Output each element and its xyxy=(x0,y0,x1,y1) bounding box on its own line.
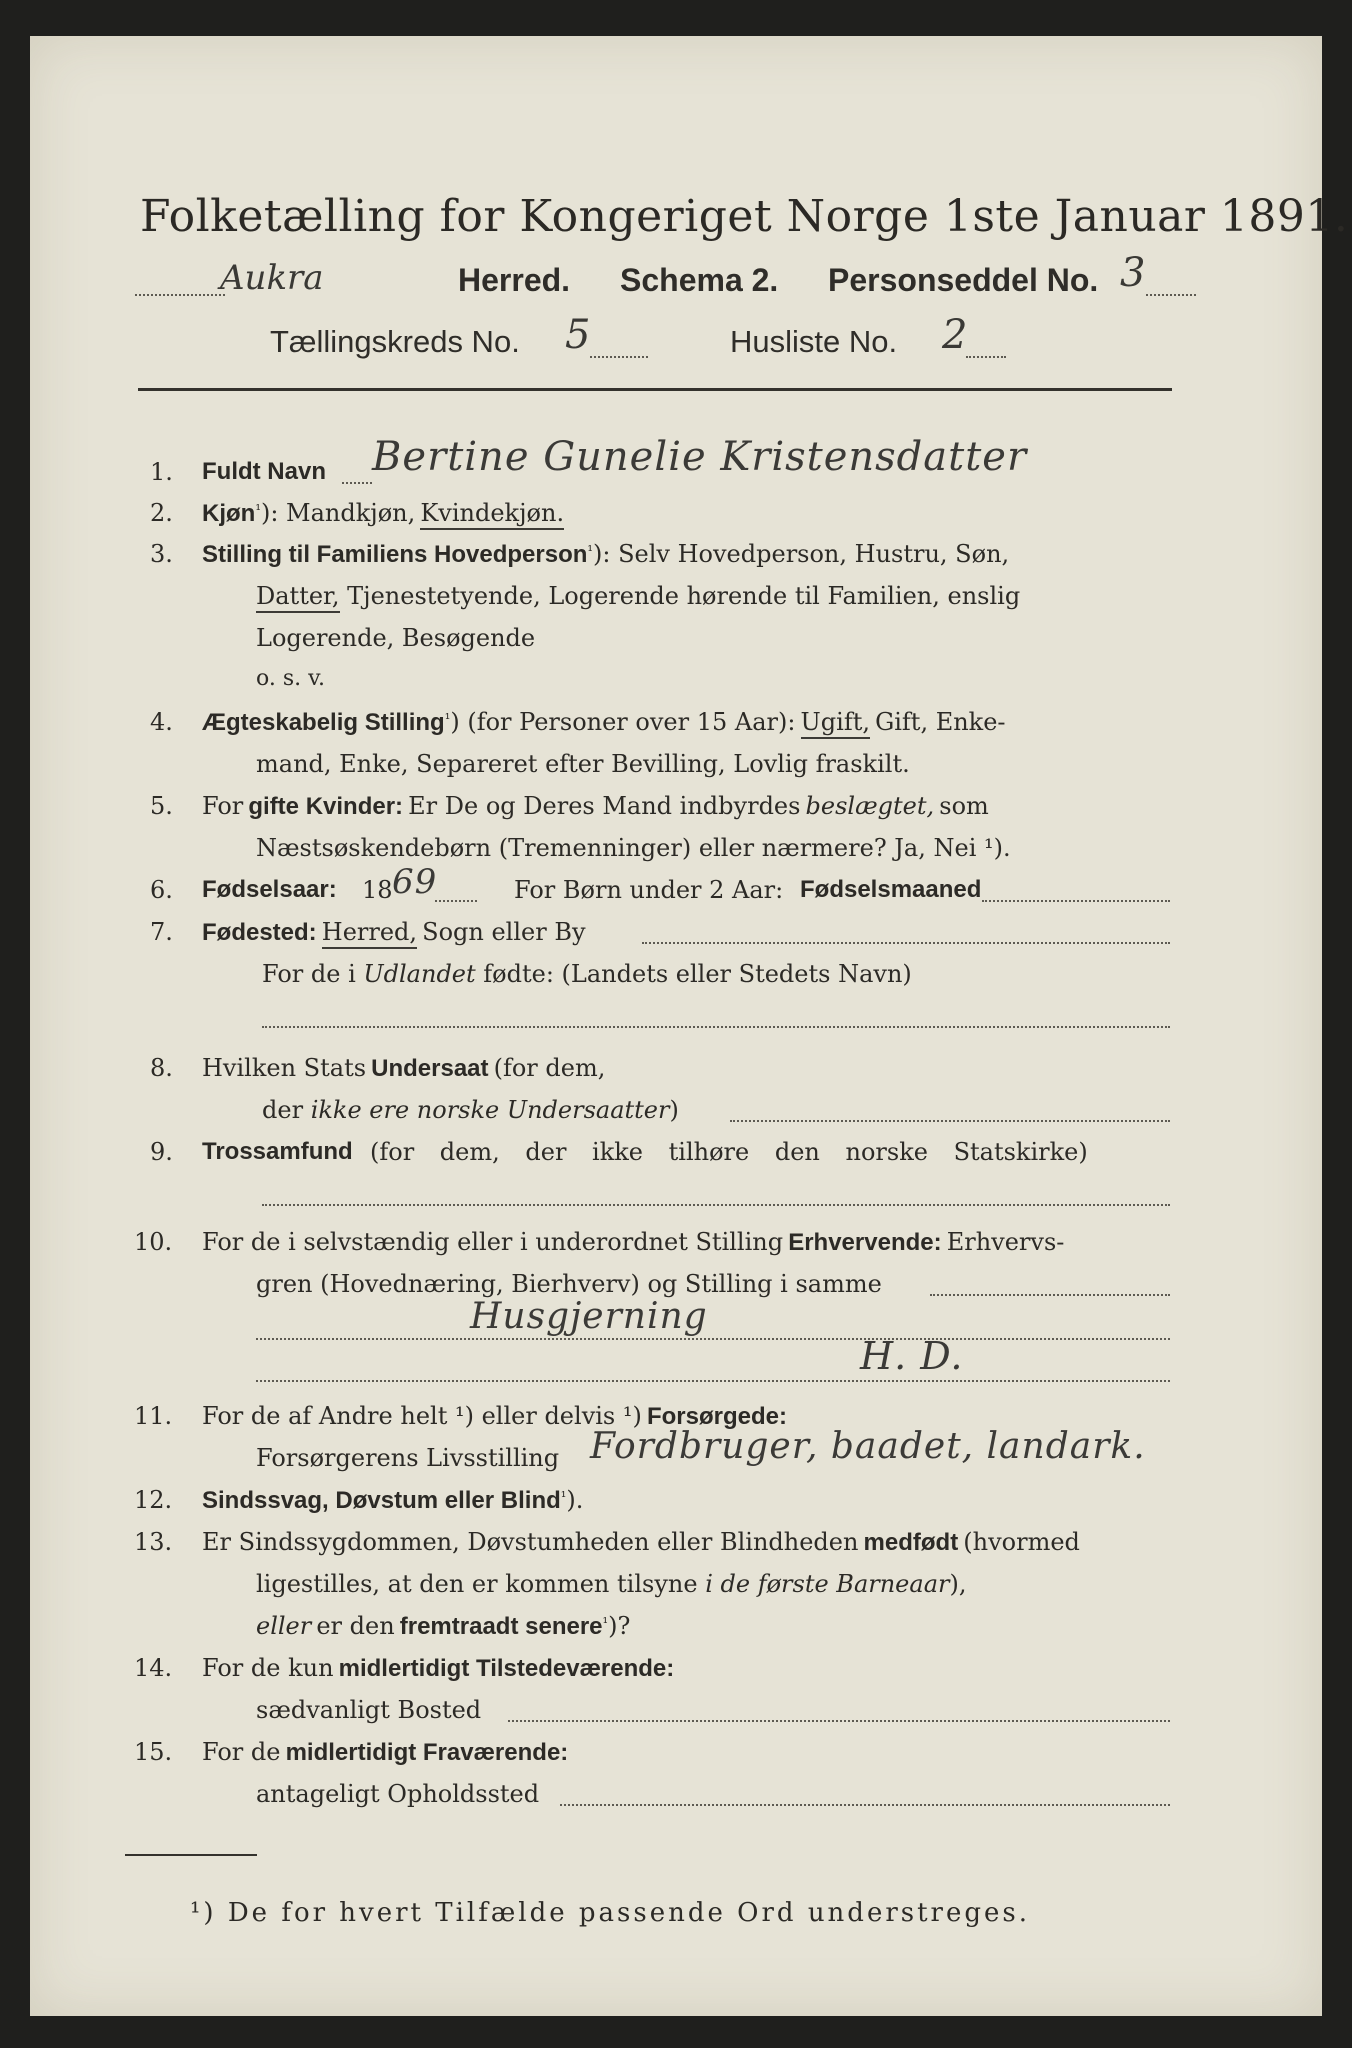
q4-label: Ægteskabelig Stilling xyxy=(202,709,445,736)
q8-row xyxy=(202,1054,605,1083)
q1-label: Fuldt Navn xyxy=(202,458,326,485)
q8-label: Undersaat xyxy=(371,1055,489,1082)
footnote-marker: ¹ xyxy=(444,711,451,728)
dotted-line xyxy=(342,482,372,484)
q2-row xyxy=(202,499,564,528)
q4-selected-option: Ugift, xyxy=(801,708,870,739)
q13-row2 xyxy=(256,1570,966,1598)
q13-row xyxy=(202,1528,1080,1557)
dotted-line xyxy=(590,356,648,358)
taellingskreds-label: Tællingskreds No. xyxy=(270,324,520,359)
q3-text: Logerende, Besøgende xyxy=(256,624,536,652)
dotted-line xyxy=(256,1338,1170,1340)
q5-row xyxy=(202,792,989,821)
q10-row xyxy=(202,1228,1064,1257)
form-title: Folketælling for Kongeriget Norge 1ste Januar 1891. xyxy=(140,191,1349,242)
item-number: 6. xyxy=(150,876,173,904)
dotted-line xyxy=(982,900,1170,902)
q5-label: gifte Kvinder: xyxy=(248,793,404,820)
dotted-line xyxy=(1146,294,1196,296)
q13-text: er den xyxy=(316,1612,395,1640)
q5-text: beslægtet, xyxy=(805,792,935,820)
q14-text: For de kun xyxy=(202,1654,334,1682)
q4-row xyxy=(202,708,1006,737)
husliste-label: Husliste No. xyxy=(730,324,898,359)
q14-text: sædvanligt Bosted xyxy=(256,1696,482,1724)
q2-text: ): Mandkjøn, xyxy=(260,499,416,527)
q2-label: Kjøn xyxy=(202,500,256,527)
q7-selected-option: Herred, xyxy=(322,918,417,949)
q8-text: ) xyxy=(669,1096,679,1124)
item-number: 13. xyxy=(134,1528,173,1556)
q11-label: Forsørgede: xyxy=(646,1403,787,1430)
q6-label: Fødselsaar: xyxy=(202,876,337,903)
item-number: 12. xyxy=(134,1486,173,1514)
q15-label: midlertidigt Fraværende: xyxy=(285,1739,569,1766)
q13-text: Er Sindssygdommen, Døvstumheden eller Blindheden xyxy=(202,1528,859,1556)
q4-text: mand, Enke, Separeret efter Bevilling, Lovlig fraskilt. xyxy=(256,750,910,778)
footnote-marker: ¹ xyxy=(560,1489,567,1506)
herred-label: Herred. xyxy=(458,262,571,298)
item-number: 2. xyxy=(150,499,173,527)
q7-label: Fødested: xyxy=(202,919,317,946)
q8-text: ikke ere norske Undersaatter xyxy=(310,1096,670,1124)
item-number: 3. xyxy=(150,540,173,568)
dotted-line xyxy=(256,1380,1170,1382)
q6-label2: Fødselsmaaned xyxy=(800,876,982,903)
dotted-line xyxy=(262,1204,1170,1206)
item-number: 7. xyxy=(150,918,173,946)
q13-text: ligestilles, at den er kommen tilsyne xyxy=(256,1570,698,1598)
q7-text: fødte: (Landets eller Stedets Navn) xyxy=(483,960,912,988)
q7-text: Sogn eller By xyxy=(422,918,586,946)
dotted-line xyxy=(435,900,477,902)
q5-text: som xyxy=(939,792,989,820)
q13-text: (hvormed xyxy=(963,1528,1080,1556)
item-number: 10. xyxy=(134,1228,173,1256)
census-form-page xyxy=(30,36,1349,2016)
footnote-marker: ¹ xyxy=(602,1615,609,1632)
q5-text: Næstsøskendebørn (Tremenninger) eller nærmere? Ja, Nei ¹). xyxy=(256,834,1011,862)
taellingskreds-value: 5 xyxy=(565,312,591,358)
q3-text: Tjenestetyende, Logerende hørende til Familien, enslig xyxy=(347,582,1021,610)
dotted-line xyxy=(262,1026,1170,1028)
q2-selected-option: Kvindekjøn. xyxy=(420,499,564,530)
personseddel-label: Personseddel No. xyxy=(828,262,1099,298)
q13-text: )? xyxy=(608,1612,631,1640)
q11-text: For de af Andre helt ¹) eller delvis ¹) xyxy=(202,1402,642,1430)
q9-label: Trossamfund xyxy=(202,1138,353,1165)
q6-prefix: 18 xyxy=(362,876,393,904)
dotted-line xyxy=(508,1720,1170,1722)
item-number: 15. xyxy=(134,1738,173,1766)
q1-value-name: Bertine Gunelie Kristensdatter xyxy=(372,434,1028,480)
q3-text: o. s. v. xyxy=(256,666,325,691)
footnote: ¹) De for hvert Tilfælde passende Ord understreges. xyxy=(190,1898,1031,1928)
q13-label: medfødt xyxy=(863,1529,959,1556)
q15-text: For de xyxy=(202,1738,281,1766)
q4-text: Gift, Enke- xyxy=(875,708,1006,736)
item-number: 1. xyxy=(150,458,173,486)
q10-text: gren (Hovednæring, Bierhverv) og Stilling i samme xyxy=(256,1270,882,1298)
q13-label2: fremtraadt senere xyxy=(399,1613,603,1640)
personseddel-value: 3 xyxy=(1120,250,1146,296)
q3-text: ): Selv Hovedperson, Hustru, Søn, xyxy=(593,540,1010,568)
item-number: 9. xyxy=(150,1138,173,1166)
item-number: 11. xyxy=(134,1402,173,1430)
item-number: 14. xyxy=(134,1654,173,1682)
item-number: 4. xyxy=(150,708,173,736)
dotted-line xyxy=(560,1804,1170,1806)
dotted-line xyxy=(135,294,225,296)
q10-label: Erhvervende: xyxy=(788,1229,942,1256)
dotted-line xyxy=(966,356,1006,358)
q4-text: ) (for Personer over 15 Aar): xyxy=(450,708,796,736)
footnote-marker: ¹ xyxy=(587,543,594,560)
q11-text: Forsørgerens Livsstilling xyxy=(256,1444,560,1472)
q12-text: ). xyxy=(566,1486,584,1514)
q15-row xyxy=(202,1738,568,1767)
q13-text: i de første Barneaar xyxy=(705,1570,950,1598)
q10-value-abbrev: H. D. xyxy=(860,1334,964,1378)
q13-text: eller xyxy=(256,1612,312,1640)
q7-text: Udlandet xyxy=(363,960,476,988)
dotted-line xyxy=(642,942,1170,944)
footnote-marker: ¹ xyxy=(255,502,261,519)
q10-text: For de i selvstændig eller i underordnet Stilling xyxy=(202,1228,784,1256)
q6-text: For Børn under 2 Aar: xyxy=(514,876,784,904)
q3-row2 xyxy=(256,582,1020,610)
q9-text: (for dem, der ikke tilhøre den norske Statskirke) xyxy=(370,1138,1088,1166)
q14-label: midlertidigt Tilstedeværende: xyxy=(338,1655,675,1682)
q7-row xyxy=(202,918,586,947)
q10-value-occupation: Husgjerning xyxy=(470,1296,708,1337)
q7-row2 xyxy=(262,960,912,988)
item-number: 8. xyxy=(150,1054,173,1082)
q13-row3 xyxy=(256,1612,630,1641)
q8-text: der xyxy=(262,1096,304,1124)
q5-text: For xyxy=(202,792,244,820)
husliste-value: 2 xyxy=(942,312,968,358)
q6-value-year: 69 xyxy=(392,862,438,902)
herred-value: Aukra xyxy=(220,258,324,298)
header-rule xyxy=(138,388,1172,391)
q8-text: (for dem, xyxy=(493,1054,606,1082)
q12-label: Sindssvag, Døvstum eller Blind xyxy=(202,1487,561,1514)
q3-row xyxy=(202,540,1009,569)
q5-text: Er De og Deres Mand indbyrdes xyxy=(408,792,801,820)
q15-text: antageligt Opholdssted xyxy=(256,1780,540,1808)
q3-label: Stilling til Familiens Hovedperson xyxy=(202,541,588,568)
schema-label: Schema 2. xyxy=(620,262,779,298)
q13-text: ), xyxy=(949,1570,967,1598)
item-number: 5. xyxy=(150,792,173,820)
q8-text: Hvilken Stats xyxy=(202,1054,367,1082)
q14-row xyxy=(202,1654,674,1683)
q12-row xyxy=(202,1486,583,1515)
q3-selected-option: Datter, xyxy=(256,582,340,613)
q7-text: For de i xyxy=(262,960,356,988)
q11-value-provider: Fordbruger, baadet, landark. xyxy=(590,1426,1146,1467)
dotted-line xyxy=(930,1294,1170,1296)
dotted-line xyxy=(730,1120,1170,1122)
footnote-rule xyxy=(125,1854,257,1856)
q8-row2 xyxy=(262,1096,679,1124)
q10-text: Erhvervs- xyxy=(946,1228,1065,1256)
